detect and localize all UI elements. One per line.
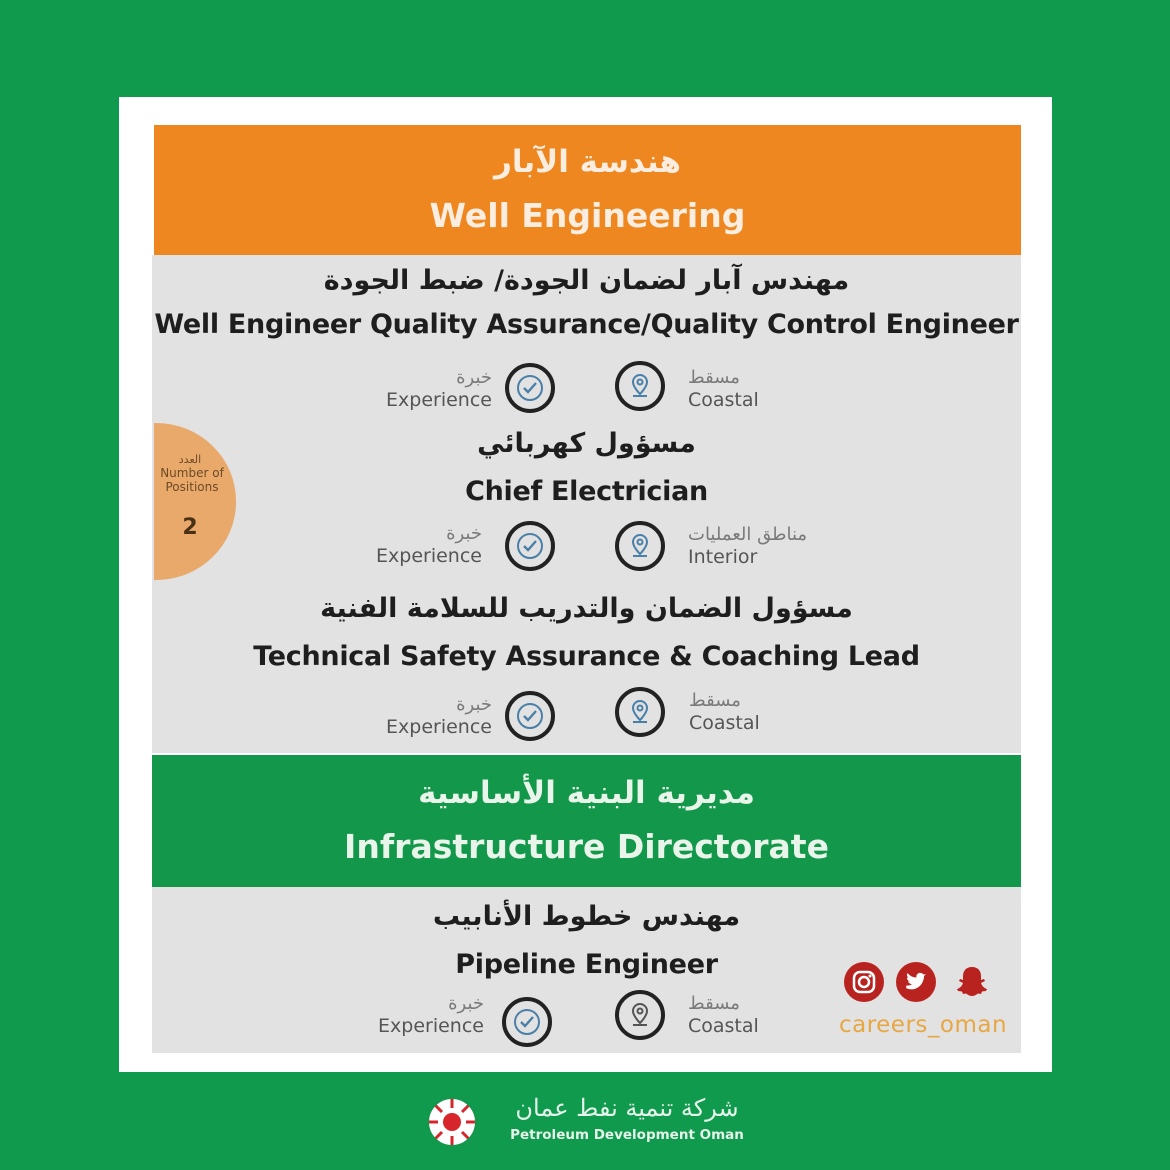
job-title-ar: مسؤول الضمان والتدريب للسلامة الفنية: [320, 593, 853, 624]
experience-label: [342, 366, 492, 412]
experience-label-en: Experience: [378, 1015, 484, 1037]
experience-label-en: Experience: [386, 389, 492, 411]
experience-label-ar: خبرة: [446, 523, 482, 544]
experience-label-en: Experience: [386, 716, 492, 738]
job-title-ar: مهندس آبار لضمان الجودة/ ضبط الجودة: [323, 265, 850, 296]
section-header-well-engineering: [154, 125, 1021, 255]
job-title-en: Pipeline Engineer: [455, 949, 718, 980]
directorate-title-ar: مديرية البنية الأساسية: [418, 775, 755, 811]
job-card[interactable]: [152, 255, 1021, 422]
location-label-ar: مناطق العمليات: [688, 524, 808, 545]
location-label-ar: مسقط: [688, 367, 740, 388]
job-title-ar: مسؤول كهربائي: [477, 428, 696, 459]
job-card[interactable]: [152, 581, 1021, 753]
twitter-icon[interactable]: [896, 962, 936, 1002]
check-icon: [505, 521, 555, 571]
experience-label: [332, 522, 482, 568]
experience-label-en: Experience: [376, 545, 482, 567]
check-icon: [505, 691, 555, 741]
company-logo: [418, 1094, 758, 1154]
check-icon: [502, 997, 552, 1047]
check-icon: [505, 363, 555, 413]
positions-count: 2: [182, 515, 198, 540]
location-label-en: Coastal: [688, 389, 759, 411]
company-name-ar: شركة تنمية نفط عمان: [515, 1094, 739, 1122]
section-title-ar: هندسة الآبار: [494, 144, 681, 180]
location-label-ar: مسقط: [688, 993, 740, 1014]
job-title-en: Technical Safety Assurance & Coaching Lead: [253, 641, 920, 672]
section-title-en: Well Engineering: [429, 196, 746, 235]
experience-label-ar: خبرة: [448, 993, 484, 1014]
location-pin-icon: [615, 990, 665, 1040]
positions-label-ar: العدد: [178, 453, 202, 466]
location-label: [688, 523, 858, 569]
social-handle[interactable]: careers_oman: [838, 1012, 1008, 1038]
location-pin-icon: [615, 521, 665, 571]
instagram-icon[interactable]: [844, 962, 884, 1002]
location-label-ar: مسقط: [689, 690, 741, 711]
job-title-en: Chief Electrician: [465, 476, 708, 507]
experience-label-ar: خبرة: [456, 367, 492, 388]
experience-label-ar: خبرة: [456, 694, 492, 715]
location-label: [688, 992, 848, 1038]
location-label: [689, 689, 849, 735]
pdo-logo-icon: [418, 1094, 490, 1154]
experience-label: [334, 992, 484, 1038]
company-name-en: Petroleum Development Oman: [510, 1127, 744, 1143]
section-header-infrastructure: [152, 755, 1021, 887]
experience-label: [342, 693, 492, 739]
location-label-en: Coastal: [688, 1015, 759, 1037]
job-title-ar: مهندس خطوط الأنابيب: [432, 901, 741, 932]
location-pin-icon: [615, 361, 665, 411]
location-label-en: Coastal: [689, 712, 760, 734]
location-label: [688, 366, 848, 412]
positions-label-en: Number of Positions: [160, 466, 224, 494]
directorate-title-en: Infrastructure Directorate: [344, 827, 829, 866]
location-pin-icon: [615, 687, 665, 737]
social-icons: [844, 962, 1004, 1006]
job-card[interactable]: [152, 422, 1021, 581]
location-label-en: Interior: [688, 546, 758, 568]
snapchat-icon[interactable]: [952, 962, 992, 1002]
job-title-en: Well Engineer Quality Assurance/Quality Control Engineer: [154, 309, 1019, 340]
